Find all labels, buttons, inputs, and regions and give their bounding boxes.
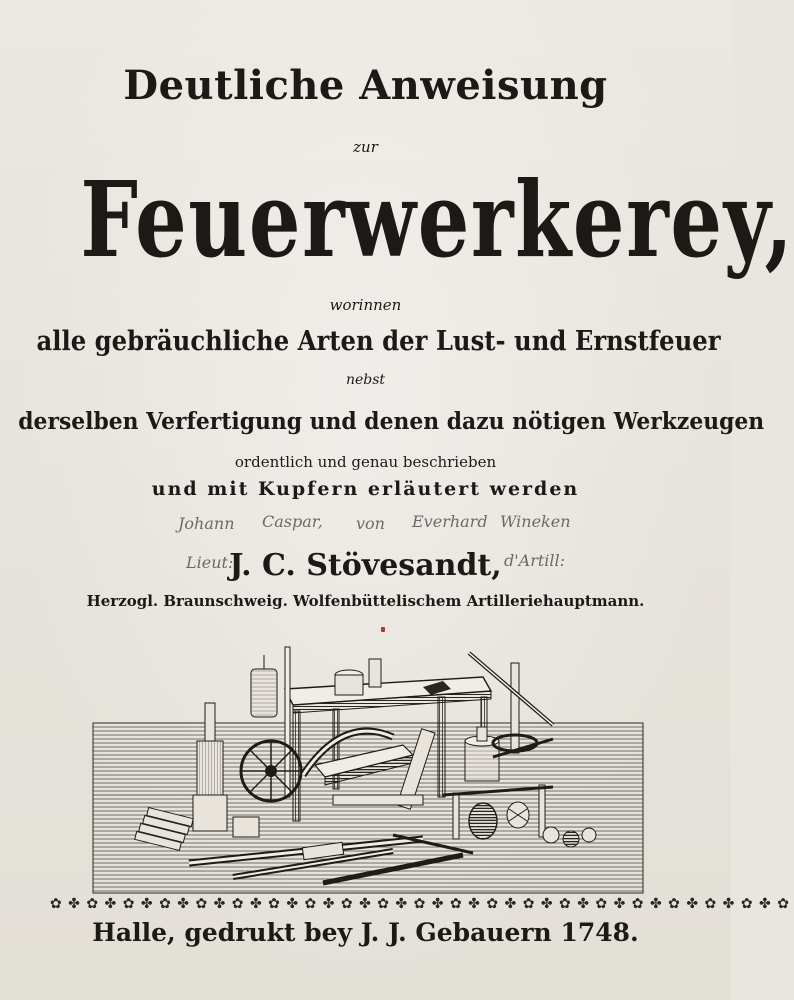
handwritten-name-1: Johann (178, 514, 235, 533)
red-ink-mark (381, 627, 385, 632)
imprint: Halle, gedrukt bey J. J. Gebauern 1748. (92, 918, 639, 947)
title-line-1: Deutliche Anweisung (123, 62, 608, 109)
engraving-illustration (93, 645, 643, 893)
subtitle-line-4: und mit Kupfern erläutert werden (151, 478, 580, 500)
subtitle-worinnen: worinnen (329, 296, 402, 314)
subtitle-line-3: ordentlich und genau beschrieben (234, 453, 497, 471)
subtitle-line-1: alle gebräuchliche Arten der Lust- und Ernstfeuer (36, 326, 721, 357)
author-title: Herzogl. Braunschweig. Wolfenbüttelischem Artilleriehauptmann. (86, 592, 645, 610)
ornamental-border: ✿ ✤ ✿ ✤ ✿ ✤ ✿ ✤ ✿ ✤ ✿ ✤ ✿ ✤ ✿ ✤ ✿ ✤ ✿ ✤ ✿ ✤ ✿ ✤ ✿ ✤ ✿ ✤ ✿ ✤ ✿ ✤ ✿ ✤ ✿ ✤ ✿ ✤ ✿ ✤ ✿ (50, 896, 790, 912)
handwritten-name-3: Everhard (412, 512, 488, 531)
title-line-2: zur (353, 138, 378, 156)
handwritten-name-2: Caspar, (262, 512, 323, 531)
handwritten-branch: d'Artill: (504, 551, 566, 570)
handwritten-rank: Lieut: (186, 553, 234, 572)
handwritten-von: von (356, 514, 385, 533)
author-name: J. C. Stövesandt, (229, 548, 502, 583)
main-title: Feuerwerkerey, (80, 158, 794, 281)
subtitle-nebst: nebst (345, 372, 386, 388)
subtitle-line-2: derselben Verfertigung und denen dazu nötigen Werkzeugen (18, 408, 765, 435)
handwritten-name-4: Wineken (500, 512, 571, 531)
